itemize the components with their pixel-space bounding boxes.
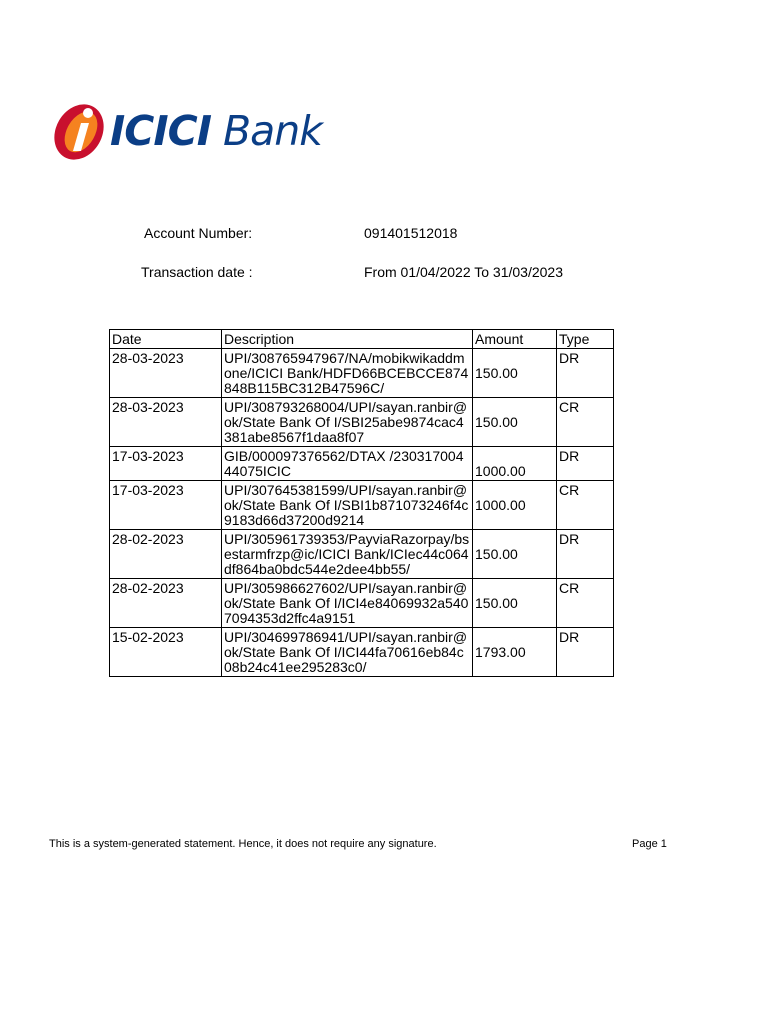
- cell-amount: 1000.00: [473, 481, 557, 530]
- cell-description: [222, 530, 473, 579]
- description-text: UPI/305986627602/UPI/sayan.ranbir@ok/State Bank Of I/ICI4e84069932a5407094353d2ffc4a9151: [224, 580, 469, 626]
- header-date: Date: [110, 330, 222, 349]
- cell-amount: 150.00: [473, 349, 557, 398]
- cell-amount: 1793.00: [473, 628, 557, 677]
- description-text: UPI/308765947967/NA/mobikwikaddmone/ICICI Bank/HDFD66BCEBCCE874848B115BC312B47596C/: [224, 350, 469, 396]
- cell-description: [222, 398, 473, 447]
- wordmark-icici: ICICI: [110, 107, 211, 155]
- table-row: [110, 398, 614, 447]
- cell-type: CR: [557, 398, 614, 447]
- account-number-label: Account Number:: [144, 225, 253, 241]
- header-description: Description: [222, 330, 473, 349]
- cell-description: [222, 447, 473, 481]
- description-text: UPI/308793268004/UPI/sayan.ranbir@ok/State Bank Of I/SBI25abe9874cac4381abe8567f1daa8f07: [224, 399, 468, 445]
- description-text: GIB/000097376562/DTAX /23031700444075ICIC: [224, 448, 464, 479]
- cell-description: [222, 349, 473, 398]
- transaction-table: [109, 329, 614, 677]
- cell-amount: 150.00: [473, 530, 557, 579]
- cell-date: 28-02-2023: [110, 530, 222, 579]
- cell-type: CR: [557, 579, 614, 628]
- table-row: [110, 579, 614, 628]
- table-row: [110, 447, 614, 481]
- cell-amount: 150.00: [473, 579, 557, 628]
- description-text: UPI/307645381599/UPI/sayan.ranbir@ok/State Bank Of I/SBI1b871073246f4c9183d66d37200d9214: [224, 482, 469, 528]
- cell-description: [222, 628, 473, 677]
- cell-type: DR: [557, 530, 614, 579]
- table-row: [110, 349, 614, 398]
- cell-date: 17-03-2023: [110, 481, 222, 530]
- cell-description: [222, 579, 473, 628]
- header-type: Type: [557, 330, 614, 349]
- statement-footer-note: This is a system-generated statement. Hence, it does not require any signature.: [49, 838, 437, 850]
- wordmark-bank: Bank: [223, 107, 322, 155]
- icici-i-mark-icon: [50, 96, 112, 162]
- table-row: [110, 481, 614, 530]
- cell-type: DR: [557, 628, 614, 677]
- table-row: [110, 530, 614, 579]
- transaction-date-label: Transaction date :: [141, 264, 253, 280]
- table-row: [110, 628, 614, 677]
- cell-date: 17-03-2023: [110, 447, 222, 481]
- cell-date: 15-02-2023: [110, 628, 222, 677]
- account-number-value: 091401512018: [364, 225, 458, 241]
- transaction-date-value: From 01/04/2022 To 31/03/2023: [364, 264, 564, 280]
- description-text: UPI/305961739353/PayviaRazorpay/bsestarmfrzp@ic/ICICI Bank/ICIec44c064df864ba0bdc544e2dee4bb55/: [224, 531, 470, 577]
- cell-date: 28-02-2023: [110, 579, 222, 628]
- cell-type: DR: [557, 349, 614, 398]
- bank-logo: [50, 96, 380, 162]
- table-header-row: [110, 330, 614, 349]
- cell-description: [222, 481, 473, 530]
- cell-date: 28-03-2023: [110, 349, 222, 398]
- bank-wordmark: [110, 106, 322, 156]
- cell-type: CR: [557, 481, 614, 530]
- header-amount: Amount: [473, 330, 557, 349]
- page-number: Page 1: [632, 838, 667, 850]
- cell-amount: 150.00: [473, 398, 557, 447]
- cell-type: DR: [557, 447, 614, 481]
- cell-amount: 1000.00: [473, 447, 557, 481]
- description-text: UPI/304699786941/UPI/sayan.ranbir@ok/State Bank Of I/ICI44fa70616eb84c08b24c41ee295283c0/: [224, 629, 468, 675]
- cell-date: 28-03-2023: [110, 398, 222, 447]
